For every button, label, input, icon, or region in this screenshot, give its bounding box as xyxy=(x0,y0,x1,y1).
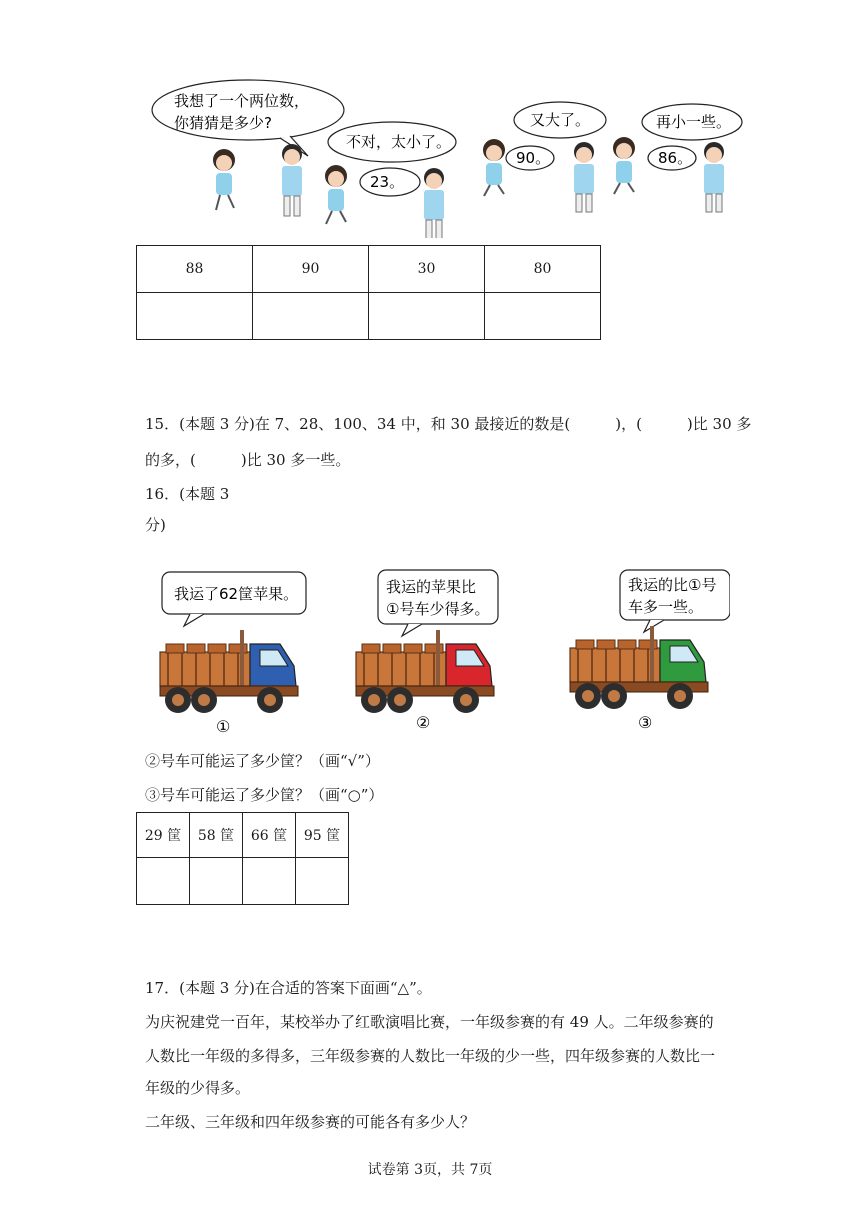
boy-figure xyxy=(282,144,302,216)
bubble-text: 86。 xyxy=(658,149,693,167)
speech-bubble-1 xyxy=(152,80,344,156)
answer-cell[interactable] xyxy=(369,293,485,340)
answer-cell[interactable] xyxy=(243,858,296,905)
bubble-text: 23。 xyxy=(370,173,405,191)
table-header-cell: 88 xyxy=(137,246,253,293)
bubble-text: 我运的苹果比 xyxy=(386,578,477,596)
boy-figure xyxy=(704,142,724,212)
boy-figure xyxy=(574,142,594,212)
truck-1 xyxy=(160,630,298,713)
table-header-cell: 30 xyxy=(369,246,485,293)
table-header-cell: 90 xyxy=(253,246,369,293)
truck-3 xyxy=(570,626,708,709)
boy-figure xyxy=(424,168,444,238)
truck-label-1: ① xyxy=(216,717,231,736)
truck-label-2: ② xyxy=(416,713,431,732)
q16-title-line-2: 分) xyxy=(145,516,166,534)
speech-bubble-3 xyxy=(506,102,606,170)
table-header-cell: 58 筐 xyxy=(190,813,243,858)
bubble-text: 你猜猜是多少? xyxy=(174,114,272,132)
page-footer: 试卷第 3页，共 7页 xyxy=(367,1162,493,1178)
q16-question-a: ②号车可能运了多少筐？（画“√”） xyxy=(145,752,380,770)
speech-bubble-4 xyxy=(642,104,742,170)
truck-bubble-3 xyxy=(620,570,730,632)
trucks-illustration xyxy=(150,568,730,738)
q17-line-1: 17．(本题 3 分)在合适的答案下面画“△”。 xyxy=(145,979,432,997)
truck-bubble-1 xyxy=(162,572,306,626)
q15-line-1: 15．(本题 3 分)在 7、28、100、34 中，和 30 最接近的数是( )，( )比 30 多 xyxy=(145,415,752,433)
table-header-cell: 66 筐 xyxy=(243,813,296,858)
truck-bubble-2 xyxy=(378,570,498,636)
bubble-text: ①号车少得多。 xyxy=(386,600,490,618)
q17-line-2: 为庆祝建党一百年，某校举办了红歌演唱比赛，一年级参赛的有 49 人。二年级参赛的 xyxy=(145,1013,714,1031)
q16-answer-table xyxy=(136,812,349,905)
girl-figure xyxy=(483,139,505,196)
table-header-cell: 80 xyxy=(485,246,601,293)
table-header-cell: 29 筐 xyxy=(137,813,190,858)
bubble-text: 车多一些。 xyxy=(628,598,704,616)
q17-line-3: 人数比一年级的多得多，三年级参赛的人数比一年级的少一些，四年级参赛的人数比一 xyxy=(145,1047,716,1065)
q16-title-line-1: 16．(本题 3 xyxy=(145,485,230,503)
truck-label-3: ③ xyxy=(638,713,653,732)
answer-cell[interactable] xyxy=(137,293,253,340)
bubble-text: 我想了一个两位数， xyxy=(174,92,310,110)
q15-line-2: 的多，( )比 30 多一些。 xyxy=(145,451,351,469)
bubble-text: 不对，太小了。 xyxy=(346,133,452,151)
answer-cell[interactable] xyxy=(137,858,190,905)
q16-question-b: ③号车可能运了多少筐？（画“○”） xyxy=(145,786,384,804)
answer-cell[interactable] xyxy=(253,293,369,340)
answer-cell[interactable] xyxy=(296,858,349,905)
q17-line-4: 年级的少得多。 xyxy=(145,1079,251,1097)
girl-figure xyxy=(213,149,235,210)
bubble-text: 90。 xyxy=(516,149,551,167)
truck-2 xyxy=(356,630,494,713)
bubble-text: 我运的比①号 xyxy=(628,576,717,594)
q17-line-5: 二年级、三年级和四年级参赛的可能各有多少人？ xyxy=(145,1113,476,1131)
bubble-text: 我运了62筐苹果。 xyxy=(174,585,299,603)
bubble-text: 再小一些。 xyxy=(656,113,732,131)
answer-cell[interactable] xyxy=(485,293,601,340)
bubble-text: 又大了。 xyxy=(530,111,591,129)
girl-figure xyxy=(325,165,347,224)
girl-figure xyxy=(613,137,635,194)
q14-answer-table xyxy=(136,245,601,340)
table-header-cell: 95 筐 xyxy=(296,813,349,858)
guess-number-illustration xyxy=(140,78,760,238)
answer-cell[interactable] xyxy=(190,858,243,905)
